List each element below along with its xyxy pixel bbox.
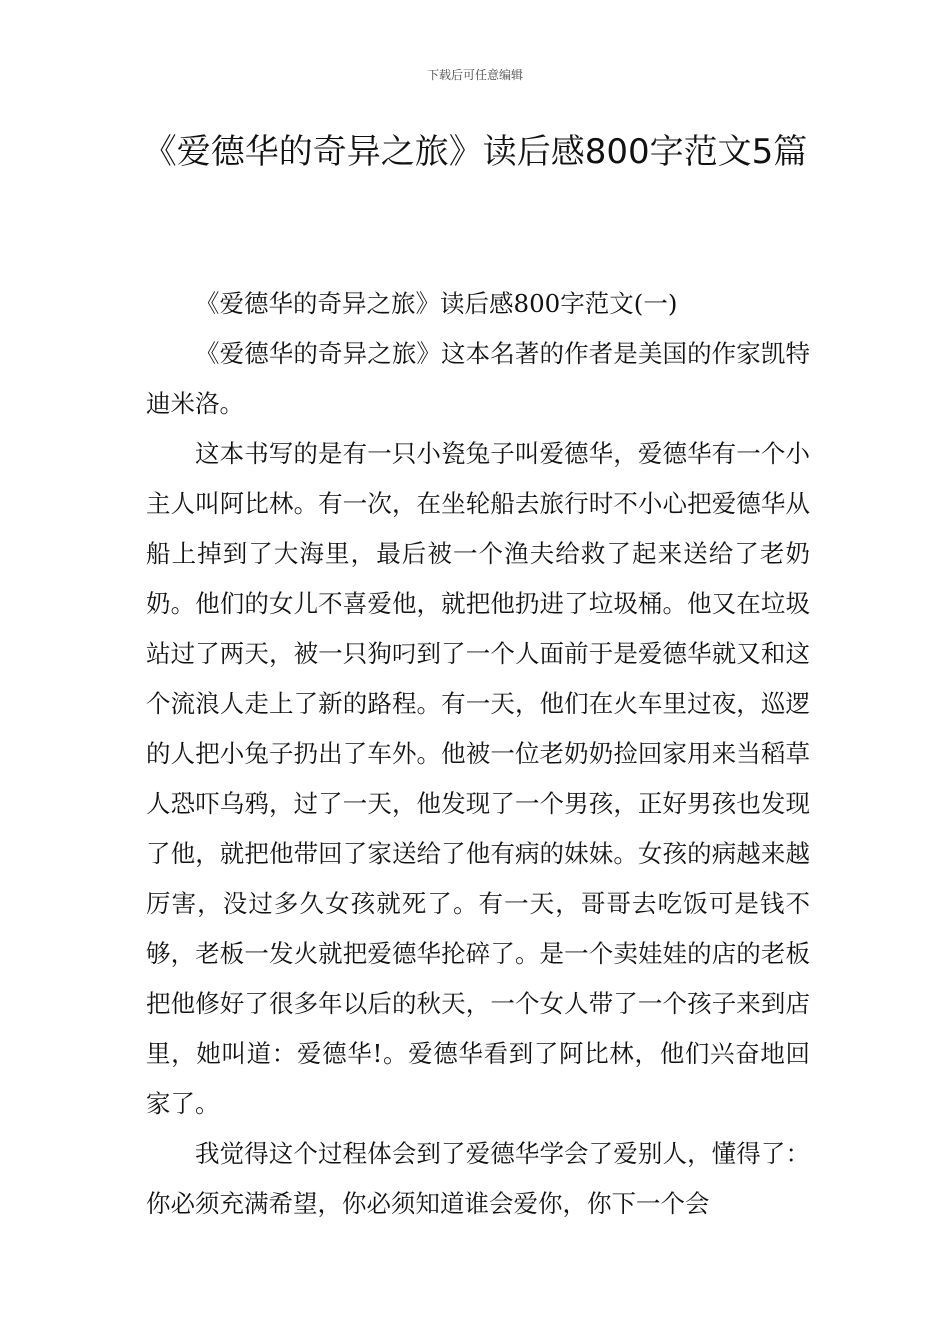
paragraph-story: 这本书写的是有一只小瓷兔子叫爱德华，爱德华有一个小主人叫阿比林。有一次，在坐轮船去旅行时不小心把爱德华从船上掉到了大海里，最后被一个渔夫给救了起来送给了老奶奶。他们的女儿不喜爱他，就把他扔进了垃圾桶。他又在垃圾站过了两天，被一只狗叼到了一个人面前于是爱德华就又和这个流浪人走上了新的路程。有一天，他们在火车里过夜，巡逻的人把小兔子扔出了车外。他被一位老奶奶捡回家用来当稻草人恐吓乌鸦，过了一天，他发现了一个男孩，正好男孩也发现了他，就把他带回了家送给了他有病的妹妹。女孩的病越来越厉害，没过多久女孩就死了。有一天，哥哥去吃饭可是钱不够，老板一发火就把爱德华抡碎了。是一个卖娃娃的店的老板把他修好了很多年以后的秋天，一个女人带了一个孩子来到店里，她叫道：爱德华!。爱德华看到了阿比林，他们兴奋地回家了。 (146, 439, 810, 1118)
header-note: 下载后可任意编辑 (426, 68, 523, 82)
document-title: 《爱德华的奇异之旅》读后感800字范文5篇 (142, 132, 808, 172)
section-heading: 《爱德华的奇异之旅》读后感800字范文(一) (195, 289, 678, 318)
paragraph-author: 《爱德华的奇异之旅》这本名著的作者是美国的作家凯特迪米洛。 (146, 339, 810, 418)
document-body (146, 279, 810, 1229)
paragraph-reflection: 我觉得这个过程体会到了爱德华学会了爱别人，懂得了：你必须充满希望，你必须知道谁会爱你，你下一个会 (146, 1139, 810, 1218)
